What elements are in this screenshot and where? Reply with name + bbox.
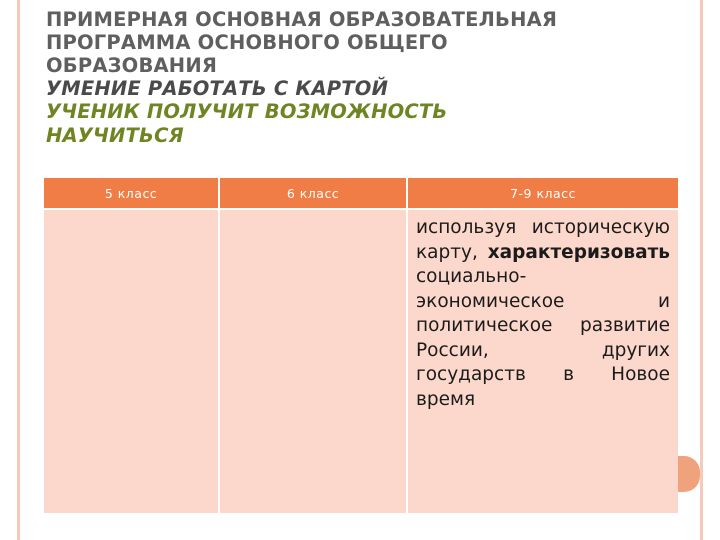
slide-frame-left (17, 0, 20, 540)
cell-grade-5 (43, 209, 219, 514)
header-grade-5: 5 класс (43, 177, 219, 209)
subheading-line-2: НАУЧИТЬСЯ (46, 124, 184, 147)
slide-frame-right (700, 0, 703, 540)
header-grade-7-9: 7-9 класс (407, 177, 679, 209)
title-line-1: ПРИМЕРНАЯ ОСНОВНАЯ ОБРАЗОВАТЕЛЬНАЯ (46, 8, 558, 31)
section-heading: УМЕНИЕ РАБОТАТЬ С КАРТОЙ (46, 77, 389, 100)
cell-grade-7-9-text (408, 210, 678, 412)
cell-grade-7-9 (407, 209, 679, 514)
cell-text-intro: используя историческую карту, (416, 217, 670, 263)
cell-grade-6 (219, 209, 407, 514)
title-line-2: ПРОГРАММА ОСНОВНОГО ОБЩЕГО (46, 31, 448, 54)
slide-side-tab (678, 456, 700, 492)
table-row (43, 209, 679, 514)
cell-text-rest: социально-экономическое и политическое развитие России, других государств в Новое время (416, 266, 670, 410)
cell-text-bold-verb: характеризовать (487, 241, 670, 263)
subheading-line-1: УЧЕНИК ПОЛУЧИТ ВОЗМОЖНОСТЬ (46, 100, 448, 123)
title-line-3: ОБРАЗОВАНИЯ (46, 54, 218, 77)
header-grade-6: 6 класс (219, 177, 407, 209)
grade-table (42, 176, 680, 515)
table-header-row (43, 177, 679, 209)
slide-title (46, 8, 686, 148)
